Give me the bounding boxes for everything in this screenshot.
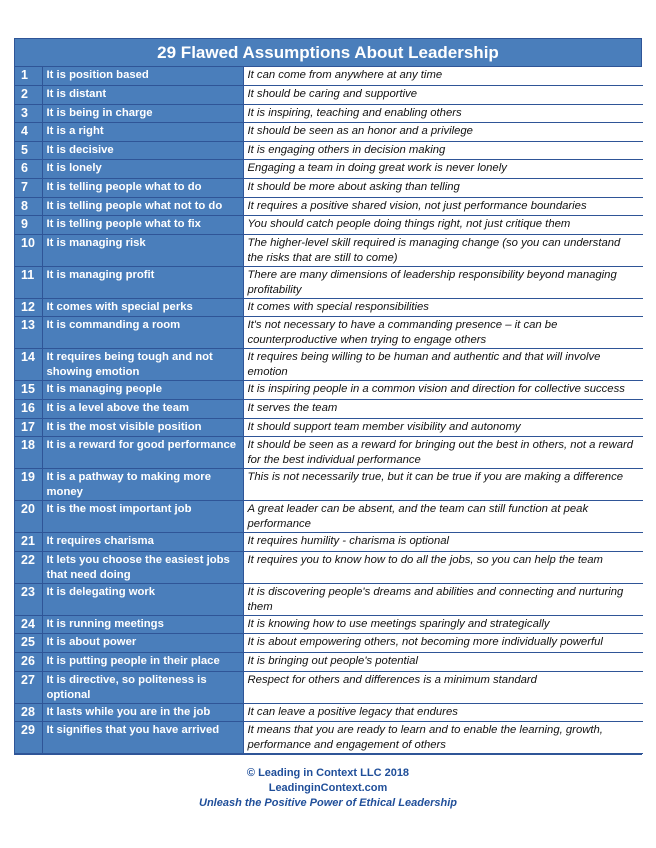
row-assumption: It is managing people <box>42 381 243 400</box>
row-assumption: It is about power <box>42 634 243 653</box>
table-row <box>15 381 643 400</box>
row-assumption: It is distant <box>42 86 243 105</box>
row-assumption: It is running meetings <box>42 615 243 634</box>
row-reality: It serves the team <box>243 400 643 419</box>
footer-website: LeadinginContext.com <box>268 782 388 794</box>
row-reality: It's not necessary to have a commanding presence – it can be counterproductive when trying to engage others <box>243 317 643 349</box>
row-number: 3 <box>15 104 42 123</box>
row-assumption: It is lonely <box>42 160 243 179</box>
row-assumption: It is telling people what to do <box>42 179 243 198</box>
row-reality: It is bringing out people's potential <box>243 653 643 672</box>
row-number: 17 <box>15 418 42 437</box>
row-reality: It requires humility - charisma is optional <box>243 533 643 552</box>
footer <box>0 766 656 811</box>
table-row <box>15 551 643 583</box>
row-number: 23 <box>15 583 42 615</box>
row-reality: It should be caring and supportive <box>243 86 643 105</box>
row-reality: It is inspiring, teaching and enabling others <box>243 104 643 123</box>
row-number: 28 <box>15 703 42 722</box>
row-number: 22 <box>15 551 42 583</box>
table-row <box>15 179 643 198</box>
row-reality: It should be seen as a reward for bringing out the best in others, not a reward for the best individual performance <box>243 437 643 469</box>
row-reality: The higher-level skill required is managing change (so you can understand the risks that are still to come) <box>243 234 643 266</box>
row-number: 4 <box>15 123 42 142</box>
row-assumption: It is the most visible position <box>42 418 243 437</box>
row-assumption: It requires being tough and not showing emotion <box>42 349 243 381</box>
footer-copyright: © Leading in Context LLC 2018 <box>246 767 410 779</box>
row-number: 13 <box>15 317 42 349</box>
table-row <box>15 349 643 381</box>
table-row <box>15 583 643 615</box>
row-assumption: It is a reward for good performance <box>42 437 243 469</box>
assumptions-sheet <box>14 38 642 755</box>
row-reality: It should support team member visibility and autonomy <box>243 418 643 437</box>
table-row <box>15 216 643 235</box>
row-number: 12 <box>15 298 42 317</box>
table-row <box>15 437 643 469</box>
footer-tagline: Unleash the Positive Power of Ethical Leadership <box>199 797 457 809</box>
row-reality: It requires a positive shared vision, not just performance boundaries <box>243 197 643 216</box>
table-row <box>15 533 643 552</box>
row-reality: There are many dimensions of leadership responsibility beyond managing profitability <box>243 266 643 298</box>
table-row <box>15 469 643 501</box>
table-row <box>15 634 643 653</box>
row-number: 8 <box>15 197 42 216</box>
row-number: 11 <box>15 266 42 298</box>
table-row <box>15 160 643 179</box>
row-number: 24 <box>15 615 42 634</box>
row-assumption: It is position based <box>42 67 243 86</box>
table-row <box>15 123 643 142</box>
assumptions-table <box>15 67 643 754</box>
row-number: 29 <box>15 722 42 754</box>
table-row <box>15 197 643 216</box>
table-row <box>15 615 643 634</box>
row-assumption: It is telling people what not to do <box>42 197 243 216</box>
row-reality: A great leader can be absent, and the team can still function at peak performance <box>243 501 643 533</box>
row-number: 27 <box>15 671 42 703</box>
row-number: 20 <box>15 501 42 533</box>
row-number: 14 <box>15 349 42 381</box>
row-reality: It is about empowering others, not becoming more individually powerful <box>243 634 643 653</box>
row-assumption: It is commanding a room <box>42 317 243 349</box>
row-reality: It can leave a positive legacy that endures <box>243 703 643 722</box>
row-number: 21 <box>15 533 42 552</box>
row-assumption: It lasts while you are in the job <box>42 703 243 722</box>
row-number: 5 <box>15 141 42 160</box>
table-row <box>15 104 643 123</box>
row-assumption: It is being in charge <box>42 104 243 123</box>
row-reality: It should be more about asking than telling <box>243 179 643 198</box>
row-number: 18 <box>15 437 42 469</box>
page-title: 29 Flawed Assumptions About Leadership <box>15 39 641 67</box>
table-row <box>15 266 643 298</box>
row-number: 9 <box>15 216 42 235</box>
row-assumption: It is a pathway to making more money <box>42 469 243 501</box>
table-row <box>15 671 643 703</box>
row-reality: It requires being willing to be human and authentic and that will involve emotion <box>243 349 643 381</box>
row-reality: It can come from anywhere at any time <box>243 67 643 86</box>
row-reality: It is engaging others in decision making <box>243 141 643 160</box>
row-assumption: It requires charisma <box>42 533 243 552</box>
row-assumption: It is delegating work <box>42 583 243 615</box>
row-number: 10 <box>15 234 42 266</box>
row-reality: It comes with special responsibilities <box>243 298 643 317</box>
row-number: 7 <box>15 179 42 198</box>
row-reality: You should catch people doing things right, not just critique them <box>243 216 643 235</box>
row-number: 16 <box>15 400 42 419</box>
row-reality: It is knowing how to use meetings sparingly and strategically <box>243 615 643 634</box>
row-assumption: It comes with special perks <box>42 298 243 317</box>
row-reality: This is not necessarily true, but it can be true if you are making a difference <box>243 469 643 501</box>
row-assumption: It is a level above the team <box>42 400 243 419</box>
table-row <box>15 86 643 105</box>
row-assumption: It is putting people in their place <box>42 653 243 672</box>
row-reality: It is inspiring people in a common vision and direction for collective success <box>243 381 643 400</box>
row-assumption: It is a right <box>42 123 243 142</box>
table-row <box>15 418 643 437</box>
assumptions-table-body <box>15 67 643 754</box>
table-row <box>15 653 643 672</box>
row-assumption: It is directive, so politeness is optional <box>42 671 243 703</box>
row-number: 25 <box>15 634 42 653</box>
row-number: 26 <box>15 653 42 672</box>
row-assumption: It is telling people what to fix <box>42 216 243 235</box>
table-row <box>15 703 643 722</box>
row-number: 6 <box>15 160 42 179</box>
row-reality: It should be seen as an honor and a privilege <box>243 123 643 142</box>
table-row <box>15 722 643 754</box>
row-reality: Engaging a team in doing great work is never lonely <box>243 160 643 179</box>
row-assumption: It is managing risk <box>42 234 243 266</box>
table-row <box>15 501 643 533</box>
table-row <box>15 141 643 160</box>
row-number: 1 <box>15 67 42 86</box>
table-row <box>15 400 643 419</box>
row-assumption: It lets you choose the easiest jobs that need doing <box>42 551 243 583</box>
row-reality: It is discovering people's dreams and abilities and connecting and nurturing them <box>243 583 643 615</box>
table-row <box>15 317 643 349</box>
row-number: 2 <box>15 86 42 105</box>
row-number: 15 <box>15 381 42 400</box>
row-reality: Respect for others and differences is a minimum standard <box>243 671 643 703</box>
row-number: 19 <box>15 469 42 501</box>
row-assumption: It is decisive <box>42 141 243 160</box>
row-reality: It requires you to know how to do all the jobs, so you can help the team <box>243 551 643 583</box>
table-row <box>15 67 643 86</box>
row-reality: It means that you are ready to learn and to enable the learning, growth, performance and engagement of others <box>243 722 643 754</box>
row-assumption: It signifies that you have arrived <box>42 722 243 754</box>
table-row <box>15 234 643 266</box>
row-assumption: It is managing profit <box>42 266 243 298</box>
table-row <box>15 298 643 317</box>
row-assumption: It is the most important job <box>42 501 243 533</box>
